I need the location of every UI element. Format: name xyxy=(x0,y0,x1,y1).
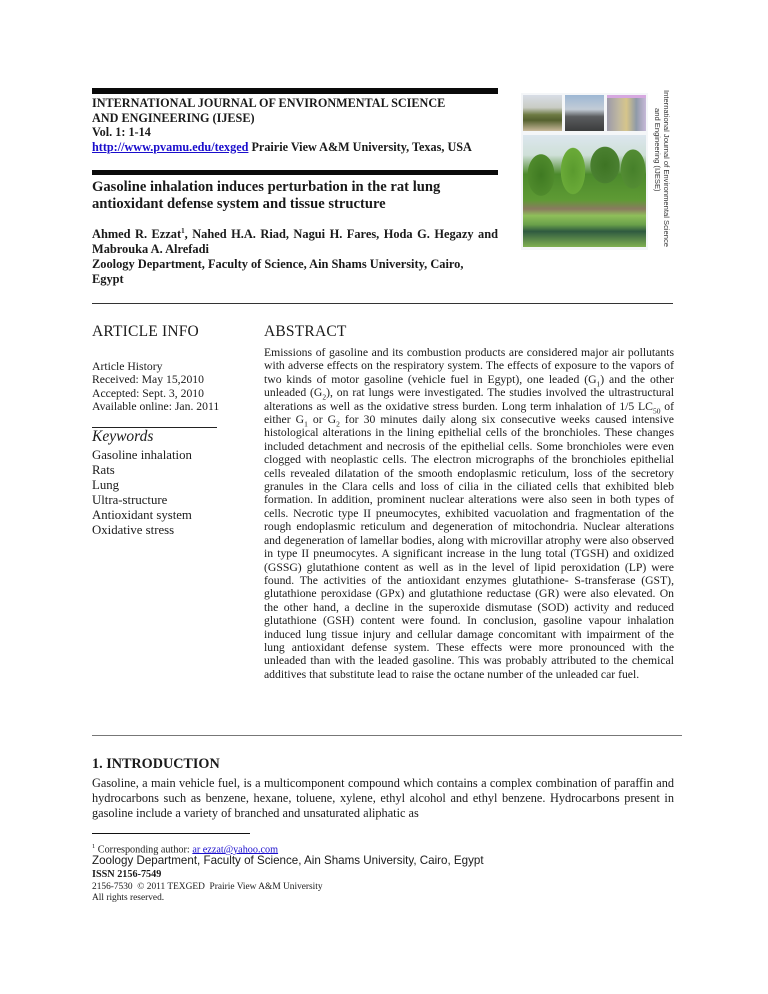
author-email-link[interactable]: ar ezzat@yahoo.com xyxy=(192,844,279,856)
title-line2: antioxidant defense system and tissue structure xyxy=(92,196,386,212)
author-footnote-mark: 1 xyxy=(181,227,185,235)
abstract-text: Emissions of gasoline and its combustion products are considered major air pollutants with adverse effects on the respiratory system. The effects of exposure to the vapors of two kinds of motor gasoline (vehicle fuel in Egypt), one leaded (G xyxy=(264,346,674,386)
subscript: 2 xyxy=(336,419,340,429)
received-date: Received: May 15,2010 xyxy=(92,373,204,387)
abstract-heading: ABSTRACT xyxy=(264,323,347,340)
header-bottom-bar xyxy=(92,170,498,175)
keyword-item: Antioxidant system xyxy=(92,508,192,522)
cover-title-line1: International Journal of Environmental Science xyxy=(662,90,671,248)
title-line1: Gasoline inhalation induces perturbation in the rat lung xyxy=(92,179,441,195)
other-authors: , Nahed H.A. Riad, Nagui H. Fares, Hoda G. Hegazy and Mabrouka A. Alrefadi xyxy=(92,227,498,257)
article-history xyxy=(92,360,252,414)
abstract-text: for 30 minutes daily along six consecutive weeks caused intensive histological alterations in the lining epithelial cells of the bronchioles. These changes included detachment and necrosis of the epithelial cells. Some bronchioles were even clogged with neoplastic cells. The electron micrographs of the bronchioles epithelial cells revealed dilatation of the smooth endoplasmic reticulum, loss of the secretory granules in the Clara cells and loss of cilia in the ciliated cells that exhibited bleb formation. In addition, prominent nuclear alterations were also seen in both types of cells. Necrotic type II pneumocytes, exhibited vacuolation and fragmentation of the rough endoplasmic reticulum and degeneration of mitochondria. Nuclear alterations and degeneration of lamellar bodies, along with microvillar atrophy were also observed in type II pneumocytes. A significant increase in the lung total (TGSH) and oxidized (GSSG) glutathione content as well as in the level of lipid peroxidation (LP) were found. The activities of the antioxidant enzymes glutathione- S-transferase (GST), glutathione peroxidase (GPx) and glutathione reductase (GR) were also elevated. On the other hand, a decline in the superoxide dismutase (SOD) activity and reduced glutathione (GSH) content were found. In conclusion, gasoline vapour inhalation induced lung tissue injury and cellular damage concomitant with impairment of the lung antioxidant defense system. These effects were more pronounced with the unleaded than with the leaded gasoline. This was probably attributed to the chemical additives that substitute lead to raise the octane number of the unleaded car fuel. xyxy=(264,413,674,681)
cover-landscape-scene xyxy=(523,135,646,247)
keywords-list xyxy=(92,448,192,538)
header-top-bar xyxy=(92,88,498,94)
keywords-heading: Keywords xyxy=(92,428,154,445)
keyword-item: Gasoline inhalation xyxy=(92,448,192,462)
author-affiliation: Zoology Department, Faculty of Science, Ain Shams University, Cairo, Egypt xyxy=(92,257,464,287)
keyword-item: Rats xyxy=(92,463,115,477)
copyright-line: 2156-7530 © 2011 TEXGED Prairie View A&M University xyxy=(92,882,323,892)
available-date: Available online: Jan. 2011 xyxy=(92,400,220,414)
keyword-item: Lung xyxy=(92,478,120,492)
abstract-divider xyxy=(92,735,682,736)
journal-name-line2: AND ENGINEERING (IJESE) xyxy=(92,110,255,125)
first-author: Ahmed R. Ezzat xyxy=(92,227,182,242)
footnote-mark: 1 xyxy=(92,843,96,850)
introduction-heading: 1. INTRODUCTION xyxy=(92,756,220,772)
subscript: 2 xyxy=(322,392,327,402)
journal-volume: Vol. 1: 1-14 xyxy=(92,125,151,139)
article-title xyxy=(92,179,512,213)
footnote-label: Corresponding author: xyxy=(95,844,193,856)
accepted-date: Accepted: Sept. 3, 2010 xyxy=(92,386,204,400)
history-label: Article History xyxy=(92,360,163,373)
author-list xyxy=(92,224,498,287)
cover-thumbnail-shrub xyxy=(523,95,562,131)
keyword-item: Oxidative stress xyxy=(92,523,175,537)
subscript: 1 xyxy=(304,419,308,429)
abstract-text: of either G xyxy=(264,399,674,427)
journal-publisher: Prairie View A&M University, Texas, USA xyxy=(248,139,472,154)
journal-url-line xyxy=(92,140,512,155)
abstract-text: or G xyxy=(307,413,337,427)
abstract-text: ) and the other unleaded (G xyxy=(264,372,674,400)
cover-vertical-title xyxy=(653,90,673,250)
cover-thumbnail-building xyxy=(607,95,646,131)
rights-line: All rights reserved. xyxy=(92,893,165,903)
issn: ISSN 2156-7549 xyxy=(92,869,162,880)
footnote-rule xyxy=(92,833,250,834)
subscript: 50 xyxy=(652,405,661,415)
journal-name-line1: INTERNATIONAL JOURNAL OF ENVIRONMENTAL SCIENCE xyxy=(92,96,446,110)
keyword-item: Ultra-structure xyxy=(92,493,168,507)
journal-header xyxy=(92,96,512,154)
header-divider xyxy=(92,303,673,304)
footer-department: Zoology Department, Faculty of Science, Ain Shams University, Cairo, Egypt xyxy=(92,854,484,867)
copyright-block xyxy=(92,882,323,904)
article-info-heading: ARTICLE INFO xyxy=(92,323,199,340)
cover-thumbnail-road xyxy=(565,95,604,131)
journal-url-link[interactable]: http://www.pvamu.edu/texged xyxy=(92,139,249,154)
introduction-body: Gasoline, a main vehicle fuel, is a multicomponent compound which contains a complex combination of paraffin and hydrocarbons such as benzene, hexane, toluene, xylene, ethyl alcohol and ethyl benzene. Hydrocarbons present in gasoline include a variety of branched and unsaturated aliphatic as xyxy=(92,776,674,820)
abstract-text: ), on rat lungs were investigated. The studies involved the ultrastructural alterations as well as the oxidative stress burden. Long term inhalation of 1/5 LC xyxy=(264,386,674,413)
cover-title-line2: and Engineering (IJESE) xyxy=(653,108,662,192)
journal-cover-image xyxy=(521,93,648,250)
subscript: 1 xyxy=(596,379,601,389)
abstract-body xyxy=(264,346,674,681)
